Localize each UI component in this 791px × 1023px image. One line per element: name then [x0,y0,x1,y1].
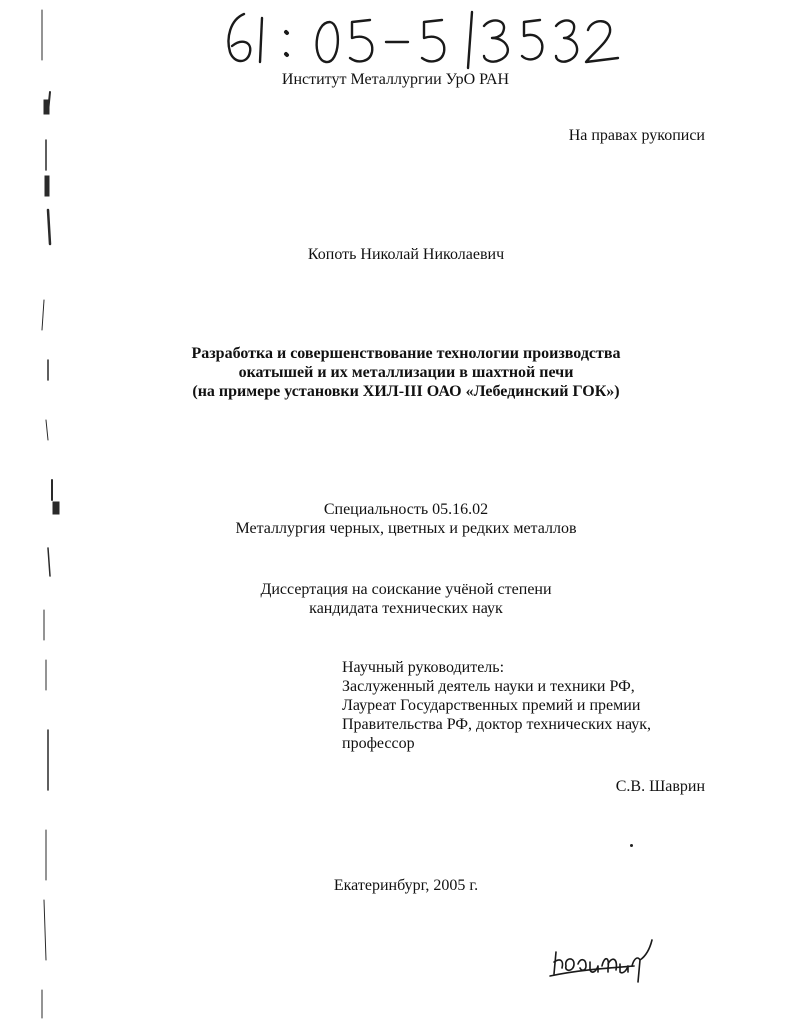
advisor-line: Лауреат Государственных премий и премии [342,697,641,714]
advisor-block [342,658,651,753]
specialty-block [0,500,791,538]
place-and-year: Екатеринбург, 2005 г. [333,877,479,894]
title-line: окатышей и их металлизации в шахтной печи [238,364,574,381]
degree-line: Диссертация на соискание учёной степени [260,581,552,598]
degree-block [0,580,791,618]
handwritten-archive-number [222,8,622,70]
advisor-line: профессор [342,735,415,752]
degree-line: кандидата технических наук [309,600,503,617]
author-name: Копоть Николай Николаевич [307,246,505,263]
dissertation-title [0,344,791,401]
specialty-name: Металлургия черных, цветных и редких металлов [235,520,577,537]
advisor-line: Правительства РФ, доктор технических наук, [342,716,652,733]
advisor-heading: Научный руководитель: [342,659,505,676]
rights-note: На правах рукописи [568,127,705,144]
handwritten-signature [548,938,658,983]
specialty-code: Специальность 05.16.02 [323,501,489,518]
institute-name: Институт Металлургии УрО РАН [281,71,510,88]
ink-dot [630,844,633,847]
advisor-line: Заслуженный деятель науки и техники РФ, [342,678,635,695]
title-line: Разработка и совершенствование технологии производства [191,345,621,362]
advisor-name: С.В. Шаврин [615,778,705,795]
title-line: (на примере установки ХИЛ-III ОАО «Лебединский ГОК») [192,383,620,400]
